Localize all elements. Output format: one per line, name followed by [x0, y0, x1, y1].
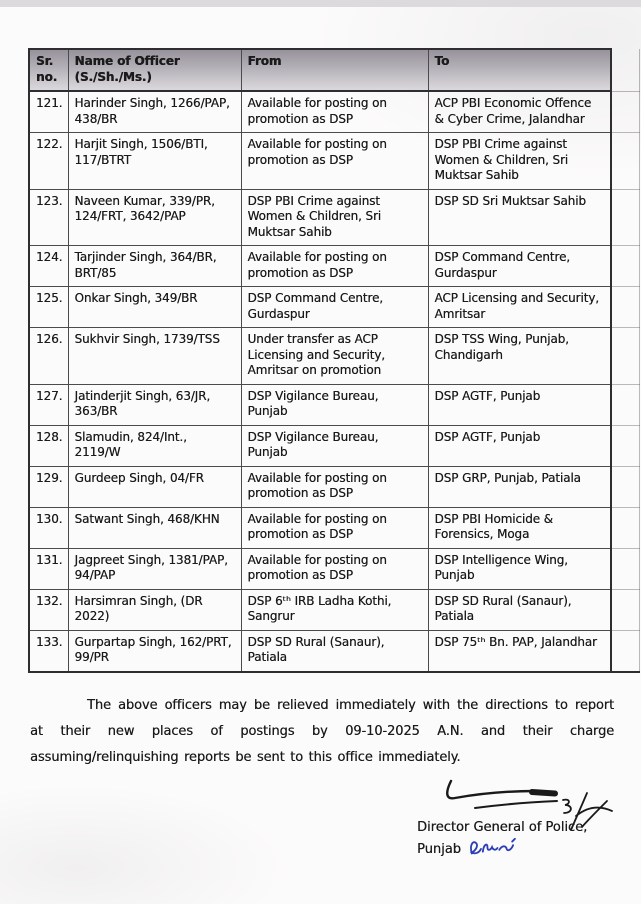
cell-to: DSP Command Centre, Gurdaspur [428, 246, 611, 287]
page-edge-sliver [611, 630, 639, 672]
cell-sr-no: 123. [29, 189, 68, 246]
page-edge-sliver [611, 548, 639, 589]
punjab-label: Punjab [417, 841, 461, 857]
cell-officer-name: Harinder Singh, 1266/PAP, 438/BR [68, 91, 241, 133]
table-row [29, 630, 639, 672]
page-edge-sliver [611, 466, 639, 507]
header-from: From [241, 49, 428, 91]
cell-from: DSP Vigilance Bureau, Punjab [241, 384, 428, 425]
signature-title: Director General of Police, [417, 819, 588, 835]
table-row [29, 133, 639, 190]
cell-to: DSP TSS Wing, Punjab, Chandigarh [428, 328, 611, 385]
table-header-row [29, 49, 639, 91]
cell-sr-no: 129. [29, 466, 68, 507]
cell-to: DSP PBI Crime against Women & Children, Sri Muktsar Sahib [428, 133, 611, 190]
signature-block [417, 819, 627, 859]
cell-to: ACP Licensing and Security, Amritsar [428, 287, 611, 328]
cell-from: Available for posting on promotion as DSP [241, 133, 428, 190]
cell-sr-no: 126. [29, 328, 68, 385]
header-sr-no: Sr. no. [29, 49, 68, 91]
cell-officer-name: Gurdeep Singh, 04/FR [68, 466, 241, 507]
cell-from: DSP SD Rural (Sanaur), Patiala [241, 630, 428, 672]
cell-from: Available for posting on promotion as DSP [241, 246, 428, 287]
cell-to: DSP PBI Homicide & Forensics, Moga [428, 507, 611, 548]
table-row [29, 328, 639, 385]
cell-to: ACP PBI Economic Offence & Cyber Crime, Jalandhar [428, 91, 611, 133]
page-edge-sliver [611, 246, 639, 287]
closing-paragraph: The above officers may be relieved immediately with the directions to report at their new places of postings by 09-10-2025 A.N. and their charge assuming/relinquishing reports be sent to this office immediately. [30, 697, 614, 765]
officer-posting-table [28, 48, 640, 673]
cell-officer-name: Sukhvir Singh, 1739/TSS [68, 328, 241, 385]
cell-sr-no: 124. [29, 246, 68, 287]
dgp-signature-scribble [435, 773, 627, 835]
cell-sr-no: 133. [29, 630, 68, 672]
scan-edge-top-strip [0, 0, 641, 7]
cell-from: Under transfer as ACP Licensing and Security, Amritsar on promotion [241, 328, 428, 385]
cell-to: DSP 75ᵗʰ Bn. PAP, Jalandhar [428, 630, 611, 672]
cell-sr-no: 130. [29, 507, 68, 548]
cell-from: Available for posting on promotion as DSP [241, 466, 428, 507]
table-row [29, 91, 639, 133]
table-row [29, 425, 639, 466]
cell-from: DSP 6ᵗʰ IRB Ladha Kothi, Sangrur [241, 589, 428, 630]
cell-to: DSP Intelligence Wing, Punjab [428, 548, 611, 589]
cell-officer-name: Harjit Singh, 1506/BTI, 117/BTRT [68, 133, 241, 190]
cell-to: DSP AGTF, Punjab [428, 384, 611, 425]
page-edge-sliver [611, 384, 639, 425]
cell-officer-name: Naveen Kumar, 339/PR, 124/FRT, 3642/PAP [68, 189, 241, 246]
table-row [29, 548, 639, 589]
page-edge-sliver [611, 589, 639, 630]
cell-officer-name: Satwant Singh, 468/KHN [68, 507, 241, 548]
cell-from: DSP Command Centre, Gurdaspur [241, 287, 428, 328]
page-edge-sliver [611, 189, 639, 246]
page-edge-sliver [611, 507, 639, 548]
cell-from: Available for posting on promotion as DSP [241, 548, 428, 589]
page-edge-sliver [611, 91, 639, 133]
signature-punjab-line [417, 837, 627, 859]
cell-sr-no: 132. [29, 589, 68, 630]
table-body [29, 91, 639, 672]
page-edge-sliver [611, 133, 639, 190]
cell-officer-name: Gurpartap Singh, 162/PRT, 99/PR [68, 630, 241, 672]
page-edge-sliver [611, 287, 639, 328]
cell-from: Available for posting on promotion as DSP [241, 91, 428, 133]
cell-sr-no: 121. [29, 91, 68, 133]
page-edge-sliver [611, 425, 639, 466]
table-row [29, 287, 639, 328]
cell-sr-no: 131. [29, 548, 68, 589]
cell-officer-name: Harsimran Singh, (DR 2022) [68, 589, 241, 630]
table-row [29, 189, 639, 246]
header-officer-name: Name of Officer (S./Sh./Ms.) [68, 49, 241, 91]
page-edge-sliver [611, 49, 639, 91]
header-to: To [428, 49, 611, 91]
table-row [29, 246, 639, 287]
cell-from: DSP Vigilance Bureau, Punjab [241, 425, 428, 466]
cell-officer-name: Jatinderjit Singh, 63/JR, 363/BR [68, 384, 241, 425]
cell-sr-no: 125. [29, 287, 68, 328]
table-row [29, 507, 639, 548]
cell-officer-name: Jagpreet Singh, 1381/PAP, 94/PAP [68, 548, 241, 589]
cell-from: DSP PBI Crime against Women & Children, Sri Muktsar Sahib [241, 189, 428, 246]
cell-to: DSP GRP, Punjab, Patiala [428, 466, 611, 507]
cell-officer-name: Onkar Singh, 349/BR [68, 287, 241, 328]
cell-to: DSP AGTF, Punjab [428, 425, 611, 466]
cell-sr-no: 122. [29, 133, 68, 190]
cell-officer-name: Tarjinder Singh, 364/BR, BRT/85 [68, 246, 241, 287]
cell-to: DSP SD Sri Muktsar Sahib [428, 189, 611, 246]
table-row [29, 466, 639, 507]
cell-from: Available for posting on promotion as DSP [241, 507, 428, 548]
blue-initials-scribble [465, 837, 519, 859]
table-row [29, 589, 639, 630]
cell-officer-name: Slamudin, 824/Int., 2119/W [68, 425, 241, 466]
cell-sr-no: 127. [29, 384, 68, 425]
cell-to: DSP SD Rural (Sanaur), Patiala [428, 589, 611, 630]
cell-sr-no: 128. [29, 425, 68, 466]
page-edge-sliver [611, 328, 639, 385]
table-row [29, 384, 639, 425]
